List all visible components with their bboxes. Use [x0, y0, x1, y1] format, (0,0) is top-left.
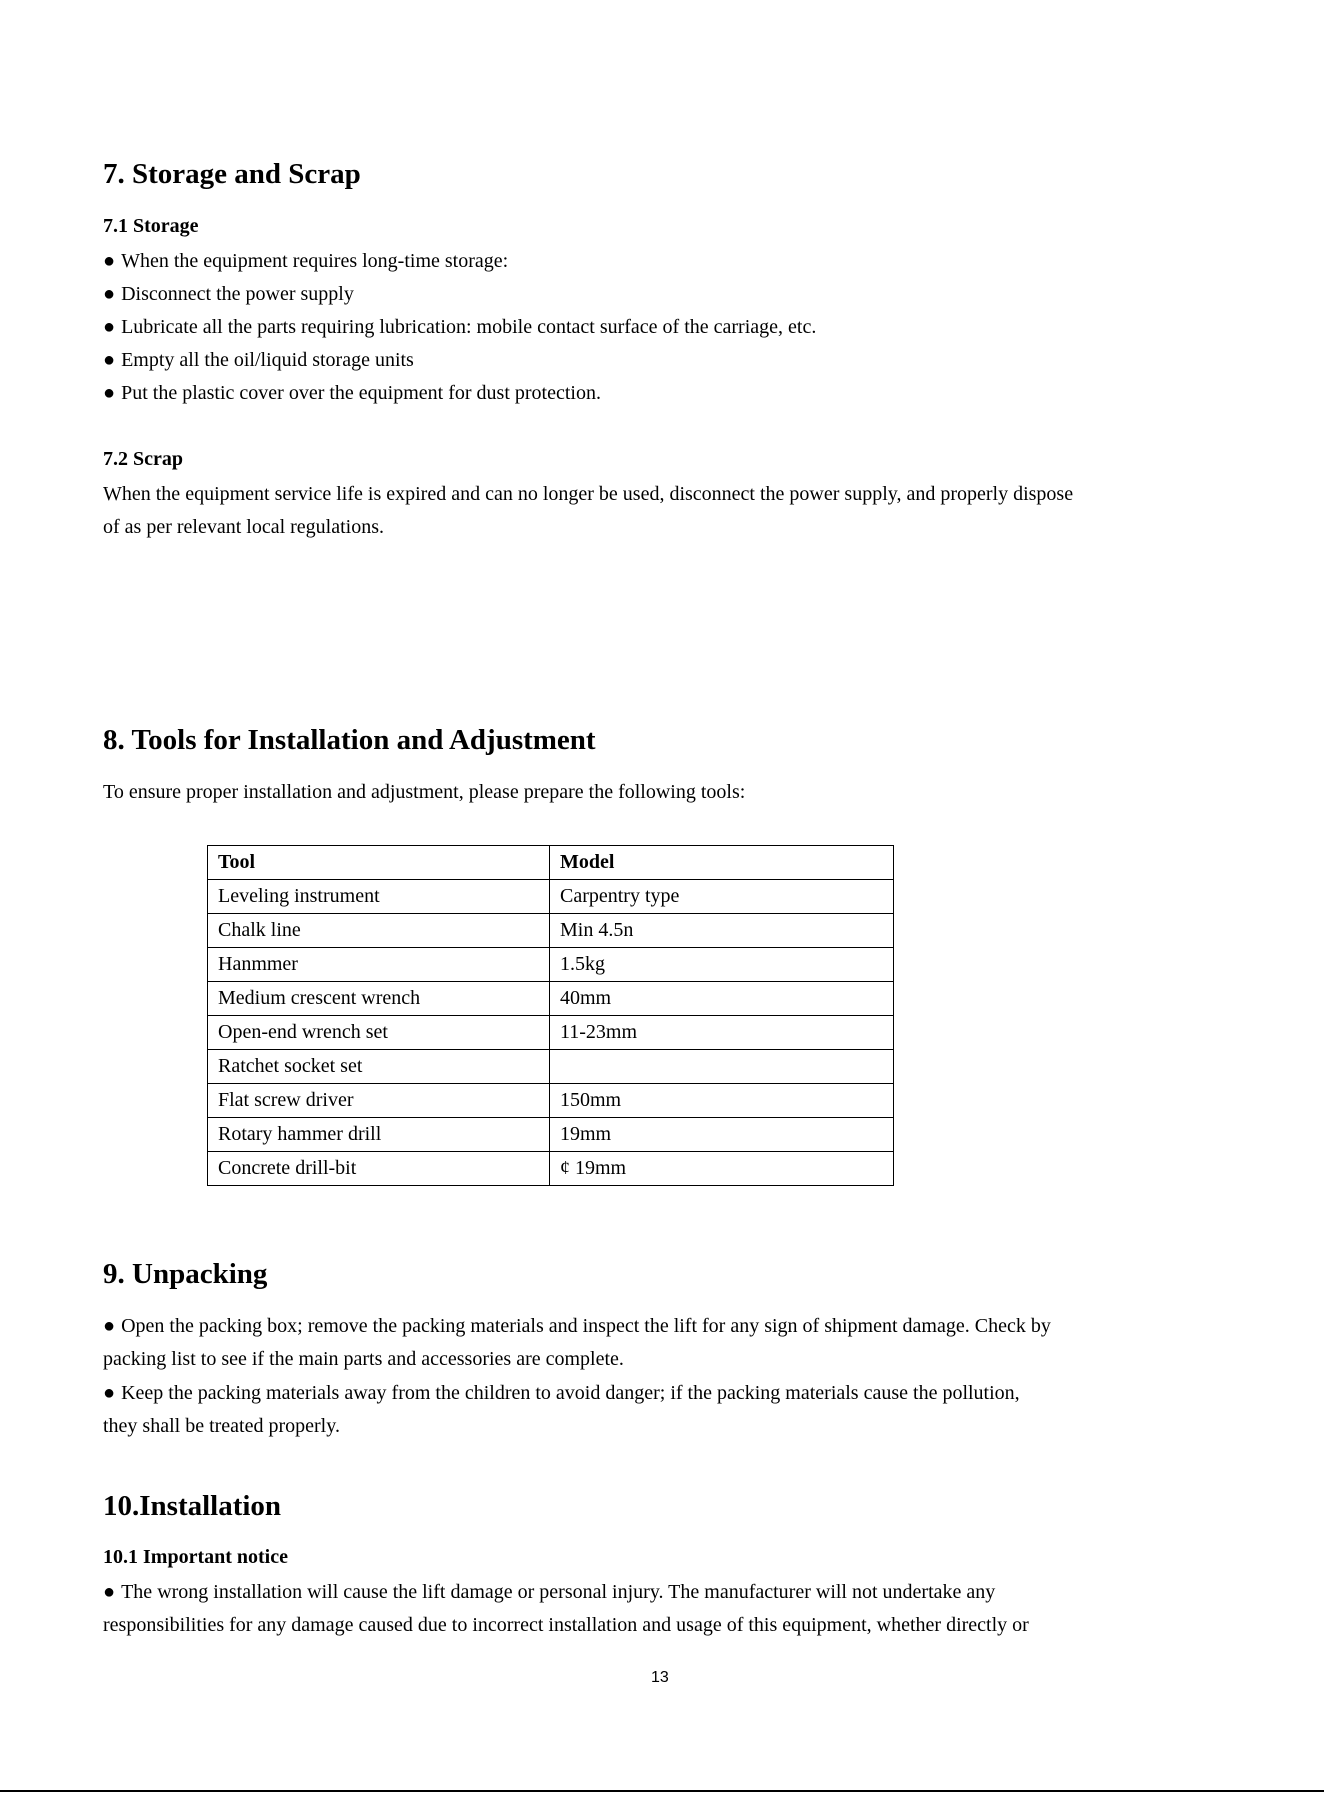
- installation-text: The wrong installation will cause the lift damage or personal injury. The manufacturer will not undertake any: [121, 1581, 996, 1603]
- storage-item-text: Lubricate all the parts requiring lubrication: mobile contact surface of the carriage, etc.: [121, 316, 817, 338]
- storage-heading: 7.1 Storage: [103, 215, 199, 237]
- table-row: [208, 1016, 894, 1050]
- tools-intro: To ensure proper installation and adjustment, please prepare the following tools:: [103, 781, 746, 803]
- installation-line: responsibilities for any damage caused due to incorrect installation and usage of this equipment, whether directly or: [103, 1614, 1029, 1636]
- model-cell: 1.5kg: [550, 948, 894, 982]
- storage-item-text: Empty all the oil/liquid storage units: [121, 349, 414, 371]
- column-header-tool: Tool: [208, 846, 550, 880]
- model-cell: [550, 1050, 894, 1084]
- tools-table: [207, 845, 894, 1186]
- storage-item: [103, 315, 816, 339]
- bullet-icon: ●: [103, 1382, 116, 1404]
- bullet-icon: ●: [103, 1581, 116, 1603]
- model-cell: ¢ 19mm: [550, 1152, 894, 1186]
- page-bottom-border: [0, 1790, 1324, 1792]
- bullet-icon: ●: [103, 1315, 116, 1337]
- table-row: [208, 1152, 894, 1186]
- model-cell: Carpentry type: [550, 880, 894, 914]
- unpacking-line: [103, 1381, 1020, 1405]
- storage-item-text: When the equipment requires long-time storage:: [121, 250, 509, 272]
- model-cell: 40mm: [550, 982, 894, 1016]
- unpacking-text: Keep the packing materials away from the children to avoid danger; if the packing materials cause the pollution,: [121, 1382, 1020, 1404]
- section-8-title: 8. Tools for Installation and Adjustment: [103, 724, 596, 756]
- bullet-icon: ●: [103, 349, 116, 371]
- table-row: [208, 880, 894, 914]
- table-row: [208, 1118, 894, 1152]
- model-cell: 150mm: [550, 1084, 894, 1118]
- storage-item: [103, 282, 354, 306]
- section-10-title: 10.Installation: [103, 1490, 282, 1522]
- tool-cell: Rotary hammer drill: [208, 1118, 550, 1152]
- tool-cell: Leveling instrument: [208, 880, 550, 914]
- bullet-icon: ●: [103, 316, 116, 338]
- model-cell: Min 4.5n: [550, 914, 894, 948]
- tool-cell: Concrete drill-bit: [208, 1152, 550, 1186]
- unpacking-text: Open the packing box; remove the packing materials and inspect the lift for any sign of shipment damage. Check by: [121, 1315, 1051, 1337]
- column-header-model: Model: [550, 846, 894, 880]
- important-notice-heading: 10.1 Important notice: [103, 1546, 288, 1568]
- scrap-heading: 7.2 Scrap: [103, 448, 183, 470]
- tool-cell: Open-end wrench set: [208, 1016, 550, 1050]
- tool-cell: Hanmmer: [208, 948, 550, 982]
- tool-cell: Flat screw driver: [208, 1084, 550, 1118]
- table-row: [208, 1084, 894, 1118]
- scrap-text-line: of as per relevant local regulations.: [103, 516, 384, 538]
- storage-item: [103, 249, 508, 273]
- unpacking-line: packing list to see if the main parts and accessories are complete.: [103, 1348, 624, 1370]
- table-row: [208, 948, 894, 982]
- bullet-icon: ●: [103, 250, 116, 272]
- unpacking-line: they shall be treated properly.: [103, 1415, 340, 1437]
- tool-cell: Ratchet socket set: [208, 1050, 550, 1084]
- installation-line: [103, 1580, 995, 1604]
- tool-cell: Chalk line: [208, 914, 550, 948]
- storage-item: [103, 381, 601, 405]
- table-header-row: [208, 846, 894, 880]
- bullet-icon: ●: [103, 283, 116, 305]
- scrap-text-line: When the equipment service life is expired and can no longer be used, disconnect the power supply, and properly dispose: [103, 483, 1074, 505]
- table-row: [208, 982, 894, 1016]
- model-cell: 11-23mm: [550, 1016, 894, 1050]
- table-row: [208, 914, 894, 948]
- section-9-title: 9. Unpacking: [103, 1258, 268, 1290]
- model-cell: 19mm: [550, 1118, 894, 1152]
- unpacking-line: [103, 1314, 1051, 1338]
- bullet-icon: ●: [103, 382, 116, 404]
- section-7-title: 7. Storage and Scrap: [103, 158, 361, 190]
- page-number: 13: [651, 1669, 669, 1686]
- storage-item-text: Disconnect the power supply: [121, 283, 354, 305]
- storage-item-text: Put the plastic cover over the equipment for dust protection.: [121, 382, 601, 404]
- table-row: [208, 1050, 894, 1084]
- tool-cell: Medium crescent wrench: [208, 982, 550, 1016]
- storage-item: [103, 348, 414, 372]
